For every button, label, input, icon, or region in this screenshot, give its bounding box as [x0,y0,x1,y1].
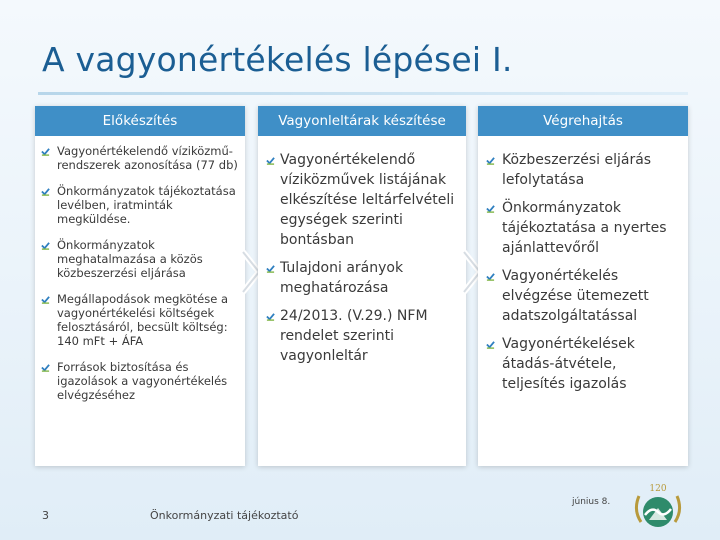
list-item-text: Önkormányzatok meghatalmazása a közös közbeszerzési eljárása [57,238,203,280]
column-header: Végrehajtás [478,106,688,136]
list-item [35,238,239,280]
list-item-text: Megállapodások megkötése a vagyonértékelési költségek felosztásáról, becsült költség: 140 mFt + ÁFA [57,292,229,348]
check-bullet-icon [41,363,50,372]
list-item-text: Vagyonértékelések átadás-átvétele, teljesítés igazolás [502,336,635,392]
check-bullet-icon [266,312,275,321]
list-item-text: Vagyonértékelendő víziközművek listájának elkészítése leltárfelvételi egységek szerinti bontásban [280,152,455,248]
slide-title: A vagyonértékelés lépései I. [42,40,513,79]
check-bullet-icon [41,295,50,304]
list-item-text: Tulajdoni arányok meghatározása [280,260,404,296]
column-header: Vagyonleltárak készítése [258,106,466,136]
title-underline [38,92,688,95]
list-item-text: Vagyonértékelendő víziközmű-rendszerek azonosítása (77 db) [57,144,238,172]
list-item [478,266,682,326]
check-bullet-icon [486,340,495,349]
list-item [35,292,239,348]
check-bullet-icon [266,264,275,273]
column-header: Előkészítés [35,106,245,136]
check-bullet-icon [41,147,50,156]
list-item [478,334,682,394]
check-bullet-icon [486,272,495,281]
list-item [35,184,239,226]
list-item-text: Önkormányzatok tájékoztatása levélben, iratminták megküldése. [57,184,236,226]
footer-text: Önkormányzati tájékoztató [150,509,299,522]
check-bullet-icon [266,156,275,165]
list-item-text: 24/2013. (V.29.) NFM rendelet szerinti vagyonleltár [280,308,428,364]
list-item-text: Közbeszerzési eljárás lefolytatása [502,152,652,188]
logo-emblem-icon [627,482,689,534]
column-execution [478,106,688,466]
list-item [478,198,682,258]
list-item [35,144,239,172]
column-preparation [35,106,245,466]
list-item-text: Vagyonértékelés elvégzése ütemezett adatszolgáltatással [502,268,649,324]
list-item-text: Források biztosítása és igazolások a vagyonértékelés elvégzéséhez [57,360,228,402]
check-bullet-icon [41,187,50,196]
list-item [258,150,458,250]
logo-number: 120 [649,484,667,494]
check-bullet-icon [41,241,50,250]
footer-date: június 8. [572,497,611,507]
column-inventory [258,106,466,466]
list-item-text: Önkormányzatok tájékoztatása a nyertes ajánlattevőről [502,200,667,256]
page-number: 3 [42,509,49,522]
list-item [258,306,458,366]
check-bullet-icon [486,204,495,213]
check-bullet-icon [486,156,495,165]
list-item [478,150,682,190]
list-item [258,258,458,298]
list-item [35,360,239,402]
